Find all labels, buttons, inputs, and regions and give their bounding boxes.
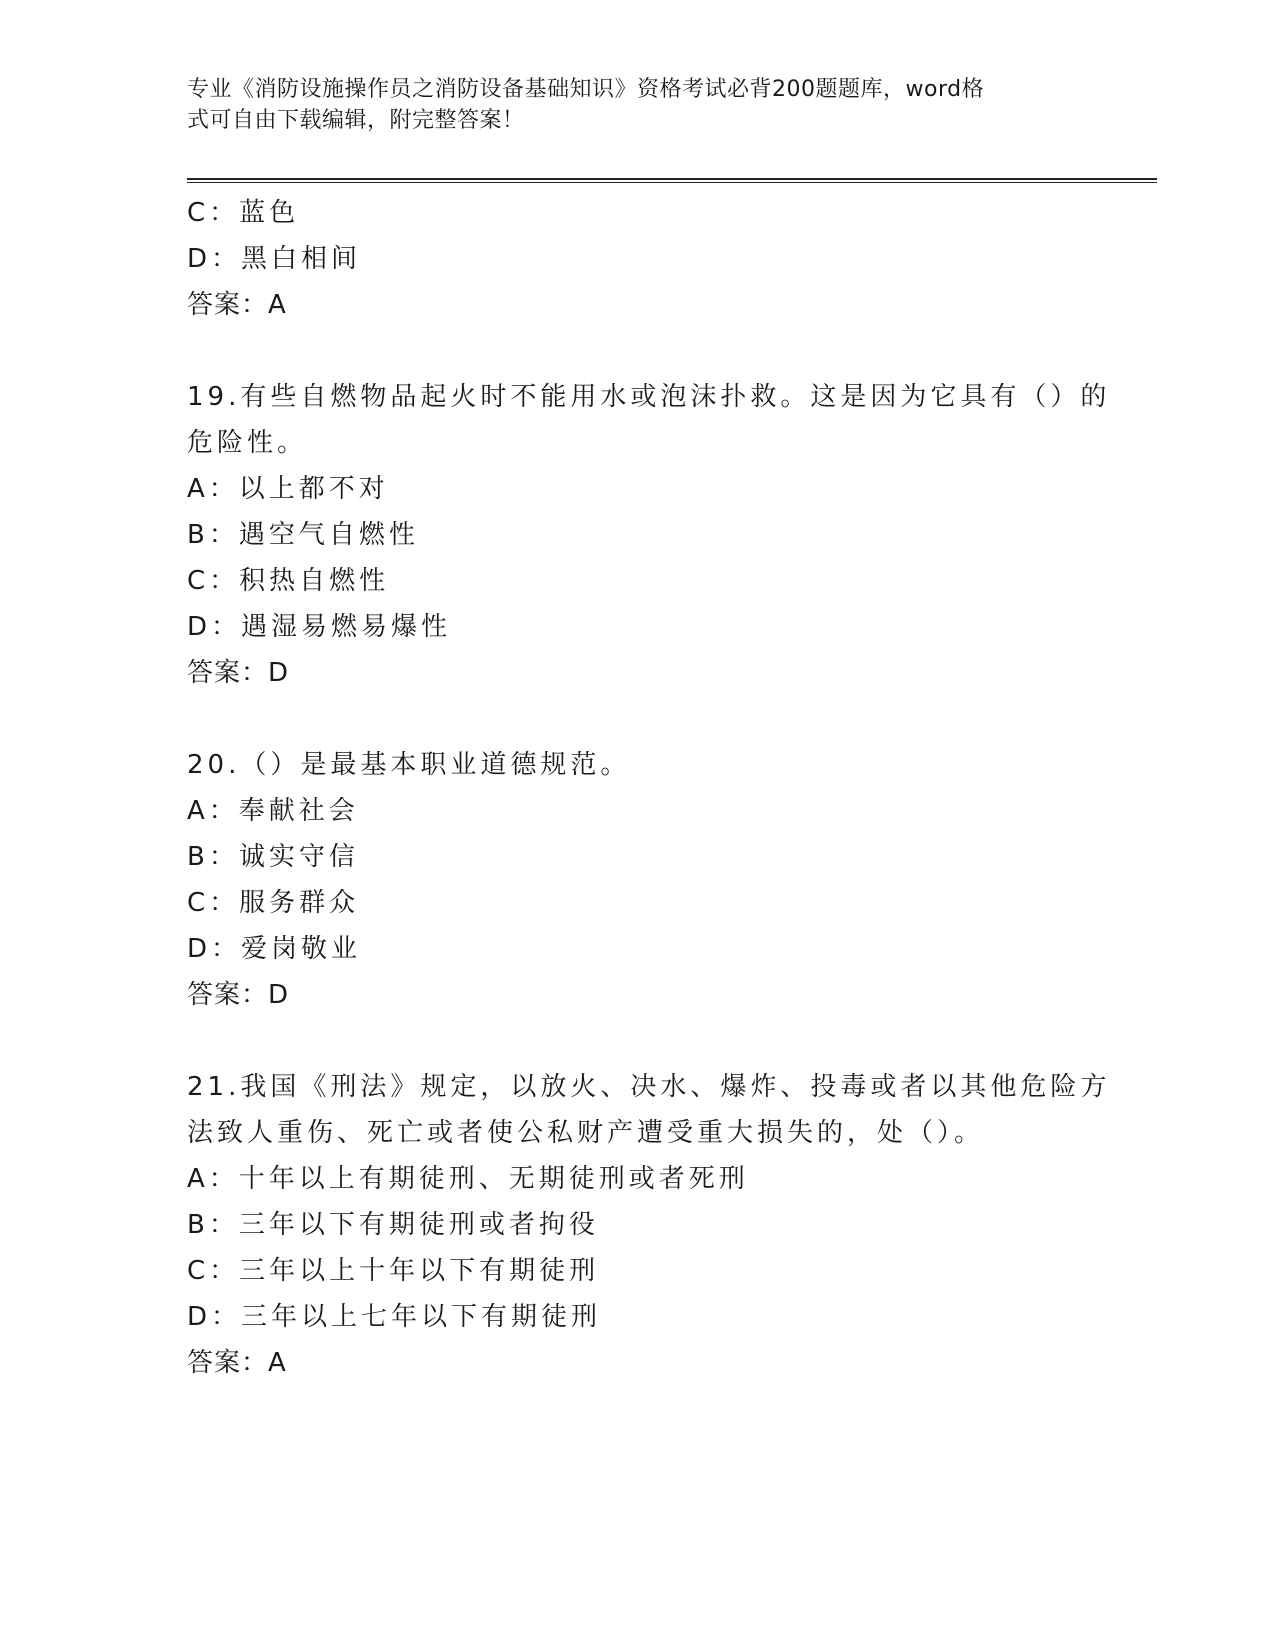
question-text: 21.我国《刑法》规定，以放火、决水、爆炸、投毒或者以其他危险方: [187, 1072, 1111, 1102]
option-c: C：积热自燃性: [187, 566, 390, 596]
option-a: A：以上都不对: [187, 474, 389, 504]
spacer: [187, 696, 1087, 742]
option-c: C：蓝色: [187, 198, 300, 228]
answer-line: 答案：D: [187, 658, 290, 688]
header-line-1: 专业《消防设施操作员之消防设备基础知识》资格考试必背200题题库，word格: [187, 77, 985, 102]
option-b: B：诚实守信: [187, 842, 359, 872]
option-d: D：三年以上七年以下有期徒刑: [187, 1302, 602, 1332]
option-d: D：黑白相间: [187, 244, 362, 274]
document-header: [187, 74, 1067, 136]
answer-line: 答案：A: [187, 1348, 287, 1378]
option-c: C：服务群众: [187, 888, 360, 918]
answer-line: 答案：A: [187, 290, 287, 320]
option-d: D：遇湿易燃易爆性: [187, 612, 452, 642]
spacer: [187, 1018, 1087, 1064]
option-c: C：三年以上十年以下有期徒刑: [187, 1256, 600, 1286]
document-body: [187, 190, 1111, 1386]
question-text: 19.有些自燃物品起火时不能用水或泡沫扑救。这是因为它具有（）的: [187, 382, 1111, 412]
question-18-continuation: [187, 190, 1087, 328]
question-20: [187, 742, 1087, 1018]
question-text: 20.（）是最基本职业道德规范。: [187, 750, 631, 780]
header-line-2: 式可自由下载编辑，附完整答案！: [187, 108, 525, 133]
spacer: [187, 328, 1087, 374]
header-divider: [187, 178, 1157, 183]
question-21: [187, 1064, 1111, 1386]
answer-line: 答案：D: [187, 980, 290, 1010]
option-b: B：三年以下有期徒刑或者拘役: [187, 1210, 599, 1240]
option-a: A：十年以上有期徒刑、无期徒刑或者死刑: [187, 1164, 749, 1194]
question-19: [187, 374, 1111, 696]
option-a: A：奉献社会: [187, 796, 359, 826]
question-text: 法致人重伤、死亡或者使公私财产遭受重大损失的，处（）。: [187, 1118, 985, 1148]
option-d: D：爱岗敬业: [187, 934, 362, 964]
question-text: 危险性。: [187, 428, 308, 458]
option-b: B：遇空气自燃性: [187, 520, 419, 550]
